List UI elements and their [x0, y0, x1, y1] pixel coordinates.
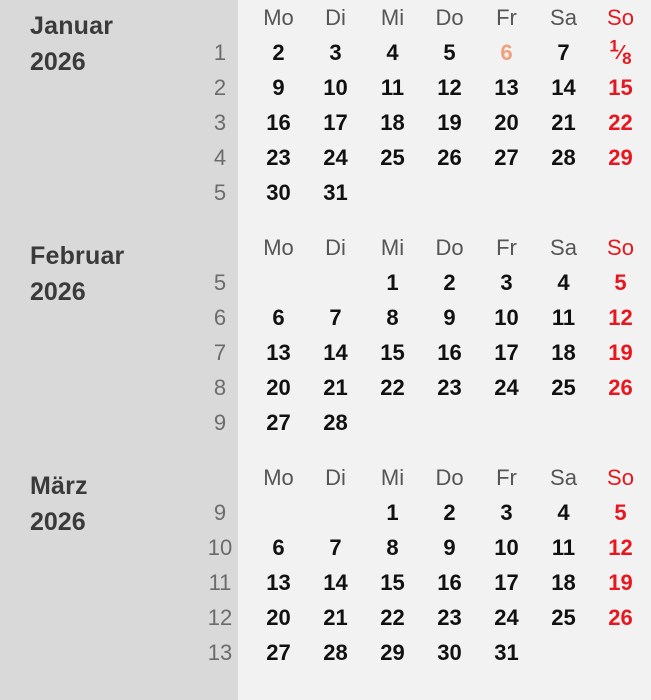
- week-row: [190, 600, 649, 635]
- weekday-header-mo: Mo: [263, 4, 294, 30]
- day-cell[interactable]: 10: [323, 74, 348, 100]
- day-cell[interactable]: 16: [437, 569, 462, 595]
- day-cell-empty: [535, 635, 592, 670]
- day-cell[interactable]: 15: [380, 339, 405, 365]
- day-cell[interactable]: 20: [266, 374, 291, 400]
- day-cell[interactable]: 19: [608, 339, 633, 365]
- day-cell[interactable]: 20: [494, 109, 519, 135]
- day-cell[interactable]: 3: [329, 39, 342, 65]
- week-row: [190, 300, 649, 335]
- day-cell[interactable]: 18: [380, 109, 405, 135]
- week-row: [190, 370, 649, 405]
- week-number: 1: [213, 39, 227, 65]
- weekday-header-do: Do: [435, 464, 464, 490]
- day-cell-empty: [250, 265, 307, 300]
- day-cell[interactable]: 8: [386, 304, 399, 330]
- week-row: [190, 565, 649, 600]
- day-cell[interactable]: 28: [323, 409, 348, 435]
- day-cell[interactable]: 26: [608, 604, 633, 630]
- day-cell[interactable]: 18: [551, 569, 576, 595]
- day-cell-empty: [250, 495, 307, 530]
- week-number: 8: [213, 374, 227, 400]
- weekday-header-mo: Mo: [263, 464, 294, 490]
- day-cell[interactable]: 1: [386, 269, 399, 295]
- day-cell[interactable]: 17: [494, 339, 519, 365]
- day-cell[interactable]: 19: [608, 569, 633, 595]
- week-row: [190, 175, 649, 210]
- day-fraction: $^1⁄_8$: [609, 36, 632, 68]
- day-cell[interactable]: 21: [323, 374, 348, 400]
- day-cell[interactable]: 9: [443, 534, 456, 560]
- day-cell[interactable]: 9: [443, 304, 456, 330]
- day-cell[interactable]: 14: [551, 74, 576, 100]
- day-cell[interactable]: 6: [272, 534, 285, 560]
- weekday-header-fr: Fr: [496, 4, 517, 30]
- day-cell[interactable]: 14: [323, 339, 348, 365]
- day-cell[interactable]: 11: [551, 304, 576, 330]
- week-number: 10: [207, 534, 233, 560]
- day-cell-empty: [592, 635, 649, 670]
- day-cell-empty: [421, 405, 478, 440]
- day-cell[interactable]: [592, 35, 649, 70]
- day-cell[interactable]: 10: [494, 534, 519, 560]
- day-cell[interactable]: 13: [266, 569, 291, 595]
- day-cell[interactable]: 11: [380, 74, 405, 100]
- week-row: [190, 635, 649, 670]
- day-cell[interactable]: 8: [386, 534, 399, 560]
- day-cell[interactable]: 25: [551, 374, 576, 400]
- day-cell[interactable]: 27: [266, 409, 291, 435]
- weekday-header-fr: Fr: [496, 464, 517, 490]
- month-name: Februar: [30, 242, 125, 270]
- month-name: März: [30, 472, 88, 500]
- week-row: [190, 105, 649, 140]
- weekday-header-row: [190, 230, 649, 265]
- day-cell-empty: [307, 495, 364, 530]
- week-number: 13: [207, 639, 233, 665]
- day-cell[interactable]: 13: [266, 339, 291, 365]
- day-cell-empty: [592, 175, 649, 210]
- day-cell[interactable]: 25: [551, 604, 576, 630]
- week-row: [190, 405, 649, 440]
- week-number: 5: [213, 179, 227, 205]
- day-cell[interactable]: 5: [443, 39, 456, 65]
- day-cell[interactable]: 3: [500, 499, 513, 525]
- day-cell[interactable]: 28: [323, 639, 348, 665]
- weekday-header-do: Do: [435, 4, 464, 30]
- day-cell[interactable]: 4: [557, 499, 570, 525]
- month-block: [0, 230, 651, 460]
- day-cell[interactable]: 30: [266, 179, 291, 205]
- weeknum-header: [190, 230, 250, 265]
- weekday-header-row: [190, 460, 649, 495]
- weekday-header-sa: Sa: [550, 464, 577, 490]
- weekday-header-so: So: [607, 464, 634, 490]
- week-number: 7: [213, 339, 227, 365]
- day-cell[interactable]: 4: [386, 39, 399, 65]
- day-cell[interactable]: 1: [386, 499, 399, 525]
- day-cell[interactable]: 26: [608, 374, 633, 400]
- weeknum-header: [190, 460, 250, 495]
- month-name: Januar: [30, 12, 114, 40]
- day-cell[interactable]: 30: [437, 639, 462, 665]
- day-cell[interactable]: 31: [323, 179, 348, 205]
- weeknum-header: [190, 0, 250, 35]
- month-block: [0, 460, 651, 690]
- day-cell[interactable]: 28: [551, 144, 576, 170]
- day-cell[interactable]: 23: [437, 604, 462, 630]
- day-cell[interactable]: 12: [608, 304, 633, 330]
- day-cell[interactable]: 3: [500, 269, 513, 295]
- day-cell[interactable]: 23: [437, 374, 462, 400]
- day-cell[interactable]: 29: [380, 639, 405, 665]
- weekday-header-row: [190, 0, 649, 35]
- day-cell[interactable]: 6: [272, 304, 285, 330]
- week-row: [190, 140, 649, 175]
- weekday-header-mi: Mi: [380, 4, 405, 30]
- day-cell[interactable]: 22: [380, 374, 405, 400]
- week-number: 4: [213, 144, 227, 170]
- month-grid: [190, 230, 649, 440]
- day-cell-empty: [478, 175, 535, 210]
- day-cell[interactable]: 22: [380, 604, 405, 630]
- day-cell[interactable]: 12: [608, 534, 633, 560]
- day-cell[interactable]: 9: [272, 74, 285, 100]
- month-block: [0, 0, 651, 230]
- day-cell[interactable]: 24: [494, 374, 519, 400]
- day-cell[interactable]: 21: [323, 604, 348, 630]
- week-number: 3: [213, 109, 227, 135]
- weekday-header-sa: Sa: [550, 234, 577, 260]
- week-row: [190, 495, 649, 530]
- day-cell[interactable]: 5: [614, 499, 627, 525]
- weekday-header-so: So: [607, 4, 634, 30]
- week-number: 12: [207, 604, 233, 630]
- day-cell[interactable]: 18: [551, 339, 576, 365]
- day-cell[interactable]: 17: [323, 109, 348, 135]
- day-cell[interactable]: 23: [266, 144, 291, 170]
- weekday-header-sa: Sa: [550, 4, 577, 30]
- day-cell[interactable]: 19: [437, 109, 462, 135]
- day-cell[interactable]: 20: [266, 604, 291, 630]
- month-grid: [190, 460, 649, 670]
- day-cell[interactable]: 21: [551, 109, 576, 135]
- month-year: 2026: [30, 508, 86, 536]
- weekday-header-di: Di: [325, 234, 346, 260]
- month-year: 2026: [30, 278, 86, 306]
- week-number: 9: [213, 499, 227, 525]
- weekday-header-di: Di: [325, 464, 346, 490]
- day-cell[interactable]: 22: [608, 109, 633, 135]
- weekday-header-mi: Mi: [380, 464, 405, 490]
- week-row: [190, 265, 649, 300]
- day-cell[interactable]: 2: [272, 39, 285, 65]
- day-cell-empty: [535, 175, 592, 210]
- day-cell[interactable]: 24: [323, 144, 348, 170]
- week-row: [190, 35, 649, 70]
- weekday-header-di: Di: [325, 4, 346, 30]
- day-cell[interactable]: 26: [437, 144, 462, 170]
- day-cell[interactable]: 15: [608, 74, 633, 100]
- day-cell[interactable]: 7: [329, 534, 342, 560]
- week-row: [190, 335, 649, 370]
- day-cell-empty: [421, 175, 478, 210]
- day-cell[interactable]: 29: [608, 144, 633, 170]
- day-cell[interactable]: 7: [557, 39, 570, 65]
- day-cell[interactable]: 10: [494, 304, 519, 330]
- day-cell[interactable]: 2: [443, 269, 456, 295]
- day-cell[interactable]: 16: [266, 109, 291, 135]
- day-cell[interactable]: 14: [323, 569, 348, 595]
- day-cell[interactable]: 17: [494, 569, 519, 595]
- day-cell-empty: [535, 405, 592, 440]
- day-cell[interactable]: 13: [494, 74, 519, 100]
- day-cell[interactable]: 24: [494, 604, 519, 630]
- week-row: [190, 70, 649, 105]
- month-grid: [190, 0, 649, 210]
- day-cell-empty: [307, 265, 364, 300]
- week-number: 5: [213, 269, 227, 295]
- day-cell[interactable]: 16: [437, 339, 462, 365]
- day-cell[interactable]: 6: [500, 39, 513, 65]
- weekday-header-so: So: [607, 234, 634, 260]
- week-number: 11: [208, 569, 232, 595]
- day-cell-empty: [592, 405, 649, 440]
- day-cell[interactable]: 4: [557, 269, 570, 295]
- day-cell-empty: [364, 405, 421, 440]
- day-cell[interactable]: 2: [443, 499, 456, 525]
- week-row: [190, 530, 649, 565]
- week-number: 6: [213, 304, 227, 330]
- weekday-header-do: Do: [435, 234, 464, 260]
- day-cell[interactable]: 27: [494, 144, 519, 170]
- day-cell[interactable]: 25: [380, 144, 405, 170]
- day-cell[interactable]: 27: [266, 639, 291, 665]
- weekday-header-mo: Mo: [263, 234, 294, 260]
- weekday-header-mi: Mi: [380, 234, 405, 260]
- day-cell[interactable]: 5: [614, 269, 627, 295]
- week-number: 2: [213, 74, 227, 100]
- day-cell[interactable]: 11: [551, 534, 576, 560]
- day-cell[interactable]: 15: [380, 569, 405, 595]
- weekday-header-fr: Fr: [496, 234, 517, 260]
- day-cell-empty: [478, 405, 535, 440]
- day-cell[interactable]: 31: [494, 639, 519, 665]
- day-cell[interactable]: 7: [329, 304, 342, 330]
- day-cell[interactable]: 12: [437, 74, 462, 100]
- month-year: 2026: [30, 48, 86, 76]
- week-number: 9: [213, 409, 227, 435]
- day-cell-empty: [364, 175, 421, 210]
